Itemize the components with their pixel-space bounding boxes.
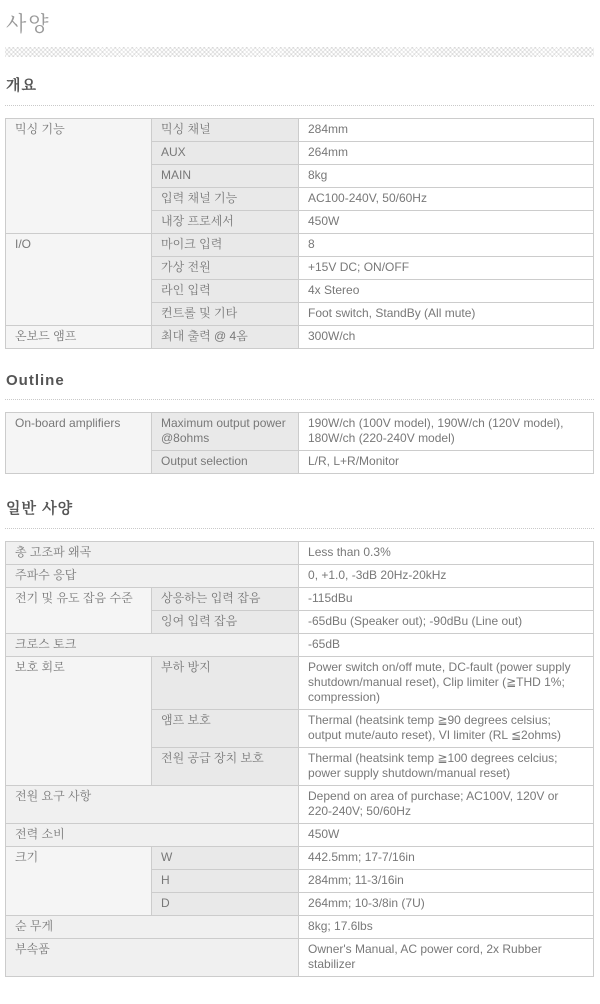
spec-value-cell: 0, +1.0, -3dB 20Hz-20kHz	[299, 565, 594, 588]
spec-label-cell: 믹싱 채널	[152, 119, 299, 142]
table-row	[6, 542, 594, 565]
spec-value-cell: 8kg	[299, 165, 594, 188]
table-row	[6, 939, 594, 977]
spec-value-cell: 442.5mm; 17-7/16in	[299, 847, 594, 870]
spec-label-cell: 부속품	[6, 939, 299, 977]
spec-value-cell: 264mm	[299, 142, 594, 165]
spec-label-cell: 최대 출력 @ 4옴	[152, 326, 299, 349]
section-overview	[5, 74, 594, 349]
spec-label-cell: Maximum output power @8ohms	[152, 413, 299, 451]
spec-label-cell: 부하 방지	[152, 657, 299, 710]
spec-group-cell: 온보드 앰프	[6, 326, 152, 349]
spec-value-cell: Thermal (heatsink temp ≧100 degrees celcius; power supply shutdown/manual reset)	[299, 748, 594, 786]
spec-group-cell: I/O	[6, 234, 152, 326]
spec-label-cell: 총 고조파 왜곡	[6, 542, 299, 565]
spec-group-cell: 크기	[6, 847, 152, 916]
spec-value-cell: 450W	[299, 211, 594, 234]
spec-label-cell: MAIN	[152, 165, 299, 188]
table-row	[6, 847, 594, 870]
section-outline	[5, 372, 594, 474]
spec-value-cell: 284mm	[299, 119, 594, 142]
spec-label-cell: 전원 요구 사항	[6, 786, 299, 824]
spec-label-cell: 전력 소비	[6, 824, 299, 847]
table-row	[6, 119, 594, 142]
section-heading-general: 일반 사양	[5, 497, 594, 529]
spec-label-cell: W	[152, 847, 299, 870]
spec-value-cell: 264mm; 10-3/8in (7U)	[299, 893, 594, 916]
table-row	[6, 565, 594, 588]
spec-label-cell: 라인 입력	[152, 280, 299, 303]
spec-label-cell: D	[152, 893, 299, 916]
spec-value-cell: 8kg; 17.6lbs	[299, 916, 594, 939]
table-row	[6, 326, 594, 349]
spec-label-cell: 크로스 토크	[6, 634, 299, 657]
table-row	[6, 413, 594, 451]
spec-value-cell: -65dB	[299, 634, 594, 657]
spec-label-cell: 전원 공급 장치 보호	[152, 748, 299, 786]
spec-value-cell: -65dBu (Speaker out); -90dBu (Line out)	[299, 611, 594, 634]
spec-label-cell: 순 무게	[6, 916, 299, 939]
spec-value-cell: 450W	[299, 824, 594, 847]
spec-value-cell: Owner's Manual, AC power cord, 2x Rubber stabilizer	[299, 939, 594, 977]
spec-label-cell: 마이크 입력	[152, 234, 299, 257]
table-row	[6, 634, 594, 657]
spec-value-cell: -115dBu	[299, 588, 594, 611]
spec-label-cell: 컨트롤 및 기타	[152, 303, 299, 326]
spec-label-cell: 주파수 응답	[6, 565, 299, 588]
spec-value-cell: 284mm; 11-3/16in	[299, 870, 594, 893]
table-row	[6, 657, 594, 710]
spec-group-cell: On-board amplifiers	[6, 413, 152, 474]
section-general	[5, 497, 594, 977]
spec-value-cell: Foot switch, StandBy (All mute)	[299, 303, 594, 326]
section-heading-overview: 개요	[5, 74, 594, 106]
page-title: 사양	[6, 13, 51, 36]
overview-spec-table	[5, 118, 594, 349]
table-row	[6, 824, 594, 847]
general-spec-table	[5, 541, 594, 977]
spec-value-cell: AC100-240V, 50/60Hz	[299, 188, 594, 211]
outline-spec-table	[5, 412, 594, 474]
table-row	[6, 786, 594, 824]
spec-value-cell: 4x Stereo	[299, 280, 594, 303]
table-row	[6, 588, 594, 611]
table-row	[6, 234, 594, 257]
spec-value-cell: Thermal (heatsink temp ≧90 degrees celsius; output mute/auto reset), VI limiter (RL ≦2ohms)	[299, 710, 594, 748]
spec-label-cell: Output selection	[152, 451, 299, 474]
spec-value-cell: 190W/ch (100V model), 190W/ch (120V model), 180W/ch (220-240V model)	[299, 413, 594, 451]
spec-label-cell: 앰프 보호	[152, 710, 299, 748]
spec-label-cell: 입력 채널 기능	[152, 188, 299, 211]
spec-group-cell: 믹싱 기능	[6, 119, 152, 234]
hatched-divider	[5, 47, 594, 57]
spec-label-cell: 상응하는 입력 잡음	[152, 588, 299, 611]
spec-group-cell: 전기 및 유도 잡음 수준	[6, 588, 152, 634]
spec-value-cell: +15V DC; ON/OFF	[299, 257, 594, 280]
spec-label-cell: 내장 프로세서	[152, 211, 299, 234]
spec-value-cell: 8	[299, 234, 594, 257]
spec-value-cell: L/R, L+R/Monitor	[299, 451, 594, 474]
spec-label-cell: H	[152, 870, 299, 893]
table-row	[6, 916, 594, 939]
spec-label-cell: 가상 전원	[152, 257, 299, 280]
spec-label-cell: AUX	[152, 142, 299, 165]
spec-value-cell: Depend on area of purchase; AC100V, 120V or 220-240V; 50/60Hz	[299, 786, 594, 824]
spec-label-cell: 잉여 입력 잡음	[152, 611, 299, 634]
section-heading-outline: Outline	[5, 372, 594, 400]
spec-value-cell: Power switch on/off mute, DC-fault (power supply shutdown/manual reset), Clip limiter (≧THD 1%; compression)	[299, 657, 594, 710]
spec-group-cell: 보호 회로	[6, 657, 152, 786]
spec-value-cell: 300W/ch	[299, 326, 594, 349]
spec-value-cell: Less than 0.3%	[299, 542, 594, 565]
